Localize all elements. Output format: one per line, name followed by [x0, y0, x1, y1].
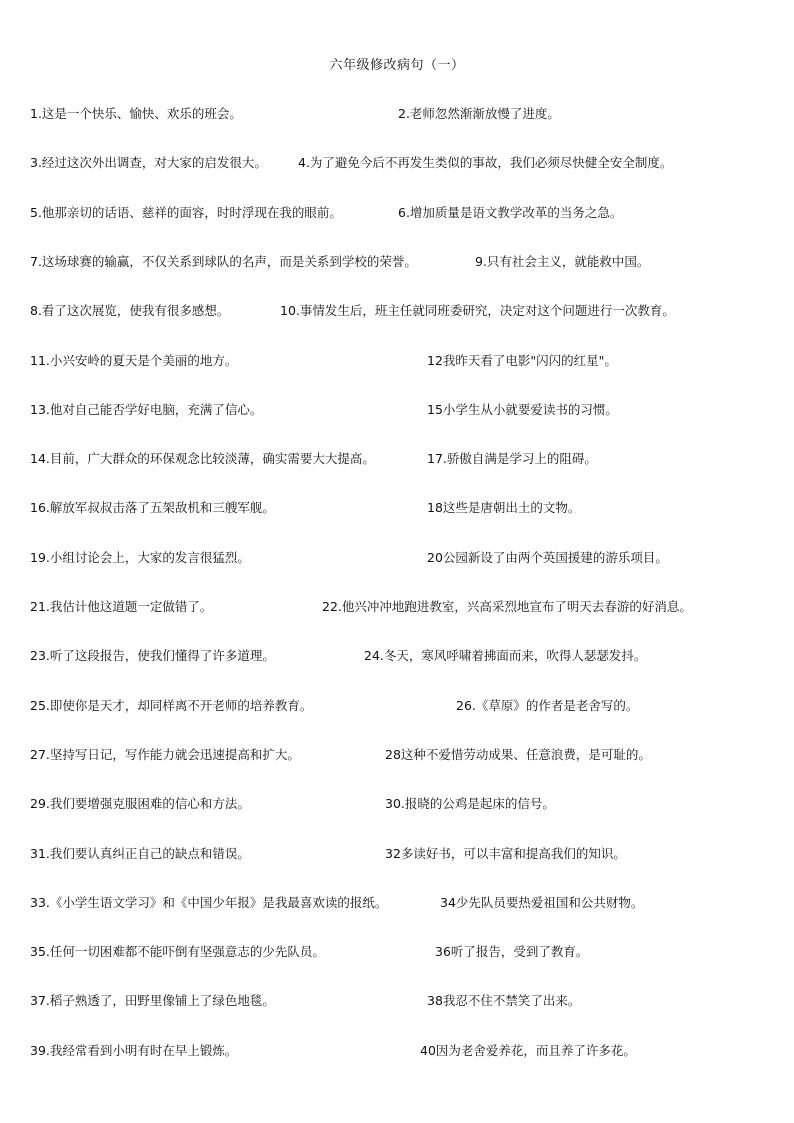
sentence-row [0, 203, 794, 223]
sentence-right: 38我忍不住不禁笑了出来。 [427, 993, 581, 1009]
sentence-row [0, 1041, 794, 1061]
sentence-left: 3.经过这次外出调查，对大家的启发很大。 [30, 155, 267, 171]
sentence-left: 29.我们要增强克服困难的信心和方法。 [30, 796, 250, 812]
sentence-right: 34少先队员要热爱祖国和公共财物。 [440, 894, 644, 910]
sentence-right: 26.《草原》的作者是老舍写的。 [456, 697, 639, 713]
sentence-right: 18这些是唐朝出土的文物。 [427, 500, 581, 516]
sentence-row [0, 646, 794, 666]
sentence-right: 24.冬天，寒风呼啸着拂面而来，吹得人瑟瑟发抖。 [364, 648, 647, 664]
sentence-left: 33.《小学生语文学习》和《中国少年报》是我最喜欢读的报纸。 [30, 894, 388, 910]
sentence-row [0, 597, 794, 617]
sentence-left: 21.我估计他这道题一定做错了。 [30, 599, 213, 614]
sentence-row [0, 400, 794, 420]
sentence-row [0, 449, 794, 469]
sentence-row [0, 153, 794, 173]
sentence-right: 12我昨天看了电影"闪闪的红星"。 [427, 352, 617, 368]
sentence-left: 16.解放军叔叔击落了五架敌机和三艘军舰。 [30, 500, 275, 516]
sentence-row [0, 942, 794, 962]
sentence-left: 7.这场球赛的输赢，不仅关系到球队的名声，而是关系到学校的荣誉。 [30, 253, 417, 269]
sentence-right: 17.骄傲自满是学习上的阻碍。 [427, 451, 597, 467]
sentence-row [0, 991, 794, 1011]
sentence-row [0, 696, 794, 716]
sentence-right: 10.事情发生后，班主任就同班委研究，决定对这个问题进行一次教育。 [280, 303, 675, 319]
sentence-row [0, 745, 794, 765]
sentence-right: 40因为老舍爱养花，而且养了许多花。 [420, 1042, 636, 1058]
sentence-row [0, 548, 794, 568]
sentence-row [0, 351, 794, 371]
sentence-left: 13.他对自己能否学好电脑，充满了信心。 [30, 401, 263, 417]
sentence-left: 25.即使你是天才，却同样离不开老师的培养教育。 [30, 697, 313, 713]
sentence-left: 19.小组讨论会上，大家的发言很猛烈。 [30, 549, 250, 565]
sentence-left: 31.我们要认真纠正自己的缺点和错误。 [30, 845, 250, 861]
sentence-row [0, 252, 794, 272]
sentence-right: 20公园新设了由两个英国援建的游乐项目。 [427, 549, 668, 565]
sentence-left: 23.听了这段报告，使我们懂得了许多道理。 [30, 648, 275, 664]
sentence-right: 28这种不爱惜劳动成果、任意浪费，是可耻的。 [385, 746, 651, 762]
sentence-left: 37.稻子熟透了，田野里像铺上了绿色地毯。 [30, 993, 275, 1009]
sentence-row [0, 844, 794, 864]
sentence-left: 35.任何一切困难都不能吓倒有坚强意志的少先队员。 [30, 944, 325, 960]
sentence-left: 14.目前，广大群众的环保观念比较淡薄，确实需要大大提高。 [30, 451, 375, 467]
sentence-right: 6.增加质量是语文教学改革的当务之急。 [398, 204, 623, 220]
sentence-row [0, 893, 794, 913]
sentence-right: 36听了报告，受到了教育。 [435, 944, 589, 960]
sentence-left: 8.看了这次展览，使我有很多感想。 [30, 303, 230, 319]
sentence-left: 27.坚持写日记，写作能力就会迅速提高和扩大。 [30, 746, 300, 762]
sentence-left: 1.这是一个快乐、愉快、欢乐的班会。 [30, 106, 242, 121]
sentence-right: 15小学生从小就要爱读书的习惯。 [427, 401, 618, 417]
sentence-right: 9.只有社会主义，就能救中国。 [475, 253, 650, 269]
sentence-right: 32多读好书，可以丰富和提高我们的知识。 [385, 845, 626, 861]
sentence-row [0, 301, 794, 321]
page-title: 六年级修改病句（一） [329, 58, 465, 73]
sentence-right: 30.报晓的公鸡是起床的信号。 [385, 796, 555, 812]
sentence-right: 2.老师忽然渐渐放慢了进度。 [398, 106, 560, 121]
sentence-row [0, 498, 794, 518]
sentence-right: 4.为了避免今后不再发生类似的事故，我们必须尽快健全安全制度。 [298, 155, 673, 171]
sentence-row [0, 104, 794, 124]
sentence-left: 39.我经常看到小明有时在早上锻炼。 [30, 1042, 238, 1058]
sentence-left: 5.他那亲切的话语、慈祥的面容，时时浮现在我的眼前。 [30, 204, 342, 220]
sentence-row [0, 794, 794, 814]
sentence-left: 11.小兴安岭的夏天是个美丽的地方。 [30, 352, 238, 368]
sentence-right: 22.他兴冲冲地跑进教室，兴高采烈地宣布了明天去春游的好消息。 [322, 599, 692, 614]
